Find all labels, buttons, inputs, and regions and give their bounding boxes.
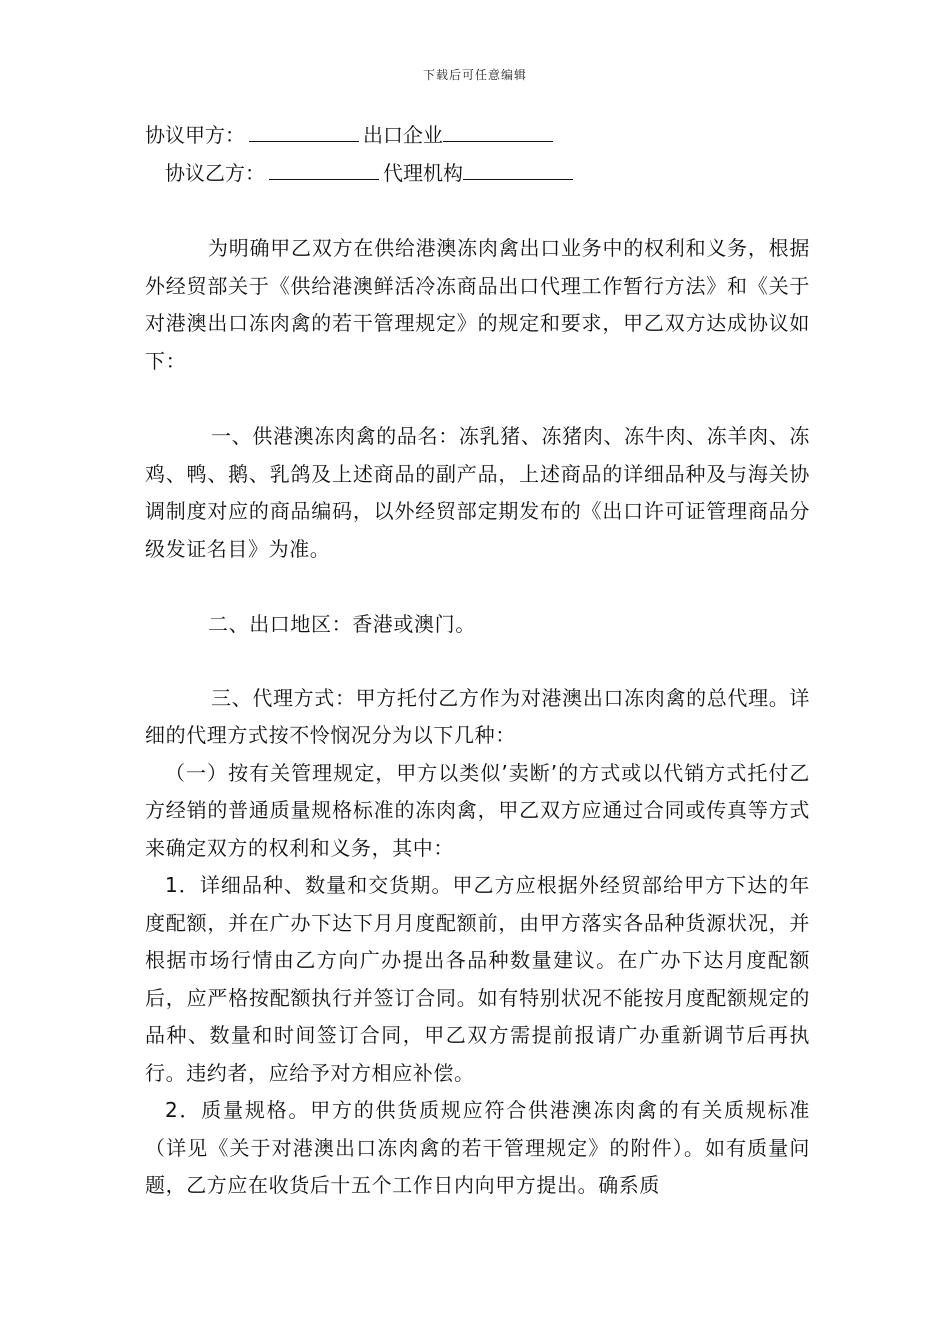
- section-3-agency-method: 三、代理方式：甲方托付乙方作为对港澳出口冻肉禽的总代理。详细的代理方式按不怜悯况分为以下几种：: [145, 685, 810, 747]
- party-a-role: 出口企业: [363, 123, 443, 147]
- item-1-quantity-delivery: 1．详细品种、数量和交货期。甲乙方应根据外经贸部给甲方下达的年度配额，并在广办下达下月月度配额前，由甲方落实各品种货源状况，并根据市场行情由乙方向广办提出各品种数量建议。在广办下达月度配额后，应严格按配额执行并签订合同。如有特别状况不能按月度配额规定的品种、数量和时间签订合同，甲乙双方需提前报请广办重新调节后再执行。违约者，应给予对方相应补偿。: [145, 873, 810, 1085]
- party-a-label: 协议甲方：: [145, 123, 245, 147]
- agreement-body: [145, 230, 810, 1205]
- party-a-name-blank: [249, 121, 359, 142]
- party-b-label: 协议乙方：: [165, 161, 265, 185]
- page-header-note: 下载后可任意编辑: [422, 68, 527, 82]
- party-b-role-blank: [463, 159, 573, 180]
- subsection-1: （一）按有关管理规定，甲方以类似’卖断’的方式或以代销方式托付乙方经销的普通质量规格标准的冻肉禽，甲乙双方应通过合同或传真等方式来确定双方的权利和义务，其中：: [145, 760, 810, 860]
- item-2-quality-spec: 2．质量规格。甲方的供货质规应符合供港澳冻肉禽的有关质规标准（详见《关于对港澳出口冻肉禽的若干管理规定》的附件）。如有质量问题，乙方应在收货后十五个工作日内向甲方提出。确系质: [145, 1098, 810, 1197]
- party-a-line: [145, 121, 557, 149]
- section-2-export-region: 二、出口地区：香港或澳门。: [208, 612, 476, 636]
- intro-paragraph: 为明确甲乙双方在供给港澳冻肉禽出口业务中的权利和义务，根据外经贸部关于《供给港澳鲜活冷冻商品出口代理工作暂行方法》和《关于对港澳出口冻肉禽的若干管理规定》的规定和要求，甲乙双方达成协议如下：: [145, 236, 810, 373]
- party-b-name-blank: [269, 159, 379, 180]
- party-a-role-blank: [443, 121, 553, 142]
- party-b-role: 代理机构: [383, 161, 463, 185]
- section-1-product-names: 一、供港澳冻肉禽的品名：冻乳猪、冻猪肉、冻牛肉、冻羊肉、冻鸡、鸭、鹅、乳鸽及上述商品的副产品，上述商品的详细品种及与海关协调制度对应的商品编码，以外经贸部定期发布的《出口许可证管理商品分级发证名目》为准。: [145, 424, 810, 561]
- party-b-line: [165, 159, 577, 187]
